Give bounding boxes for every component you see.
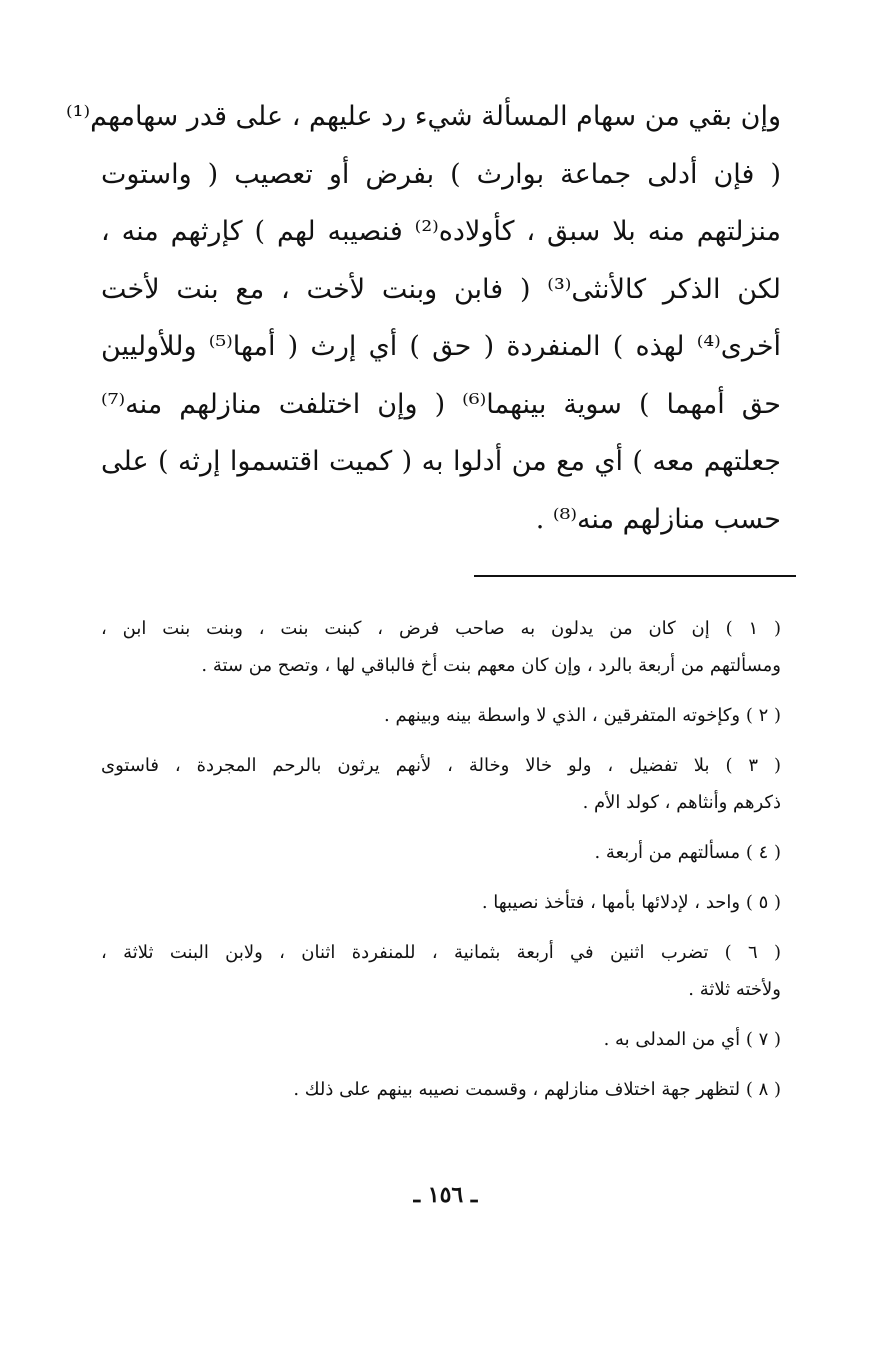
main-text — [66, 88, 782, 548]
footnote-line: ( ٥ ) واحد ، لإدلائها بأمها ، فتأخذ نصيبها . — [481, 892, 781, 913]
footnote-line: ولأخته ثلاثة . — [688, 979, 781, 1000]
footnote-divider — [474, 575, 796, 577]
page-number: ـ ١٥٦ ـ — [413, 1182, 478, 1208]
footnote-6 — [101, 934, 781, 1008]
footnote-line: ( ٢ ) وكإخوته المتفرقين ، الذي لا واسطة بينه وبينهم . — [384, 705, 781, 726]
main-text-line: لكن الذكر كالأنثى⁽³⁾ ( فابن وبنت لأخت ، مع بنت لأخت — [101, 273, 781, 305]
main-text-line: منزلتهم منه بلا سبق ، كأولاده⁽²⁾ فنصيبه لهم ) كإرثهم منه ، — [101, 216, 782, 247]
footnote-line: ( ١ ) إن كان من يدلون به صاحب فرض ، كبنت بنت ، وبنت بنت ابن ، — [101, 618, 781, 639]
main-text-line: جعلتهم معه ) أي مع من أدلوا به ( كميت اقتسموا إرثه ) على — [101, 446, 781, 477]
footnote-3 — [101, 747, 781, 821]
main-text-line: حسب منازلهم منه⁽⁸⁾ . — [535, 503, 781, 535]
footnote-1 — [101, 610, 781, 684]
main-text-line: ( فإن أدلى جماعة بوارث ) بفرض أو تعصيب ( واستوت — [101, 158, 781, 190]
footnote-line: ( ٤ ) مسألتهم من أربعة . — [594, 842, 781, 863]
footnote-line: ومسألتهم من أربعة بالرد ، وإن كان معهم بنت أخ فالباقي لها ، وتصح من ستة . — [201, 655, 781, 676]
footnote-8 — [101, 1071, 781, 1108]
footnote-4 — [101, 834, 781, 871]
main-text-line: حق أمهما ) سوية بينهما⁽⁶⁾ ( وإن اختلفت منازلهم منه⁽⁷⁾ — [101, 388, 781, 420]
footnote-line: ( ٦ ) تضرب اثنين في أربعة بثمانية ، للمنفردة اثنان ، ولابن البنت ثلاثة ، — [101, 942, 781, 963]
footnote-line: ( ٨ ) لتظهر جهة اختلاف منازلهم ، وقسمت نصيبه بينهم على ذلك . — [293, 1079, 781, 1100]
footnote-line: ( ٣ ) بلا تفضيل ، ولو خالا وخالة ، لأنهم يرثون بالرحم المجردة ، فاستوى — [101, 755, 781, 776]
footnote-line: ( ٧ ) أي من المدلى به . — [603, 1029, 781, 1050]
footnote-2 — [101, 697, 781, 734]
footnotes — [101, 610, 781, 1121]
main-text-line: أخرى⁽⁴⁾ لهذه ) المنفردة ( حق ) أي إرث ( أمها⁽⁵⁾ وللأوليين — [101, 331, 782, 362]
footnote-5 — [101, 884, 781, 921]
footnote-line: ذكرهم وأنثاهم ، كولد الأم . — [582, 792, 781, 813]
main-text-line: وإن بقي من سهام المسألة شيء رد عليهم ، على قدر سهامهم⁽¹⁾ — [66, 101, 781, 132]
footnote-7 — [101, 1021, 781, 1058]
